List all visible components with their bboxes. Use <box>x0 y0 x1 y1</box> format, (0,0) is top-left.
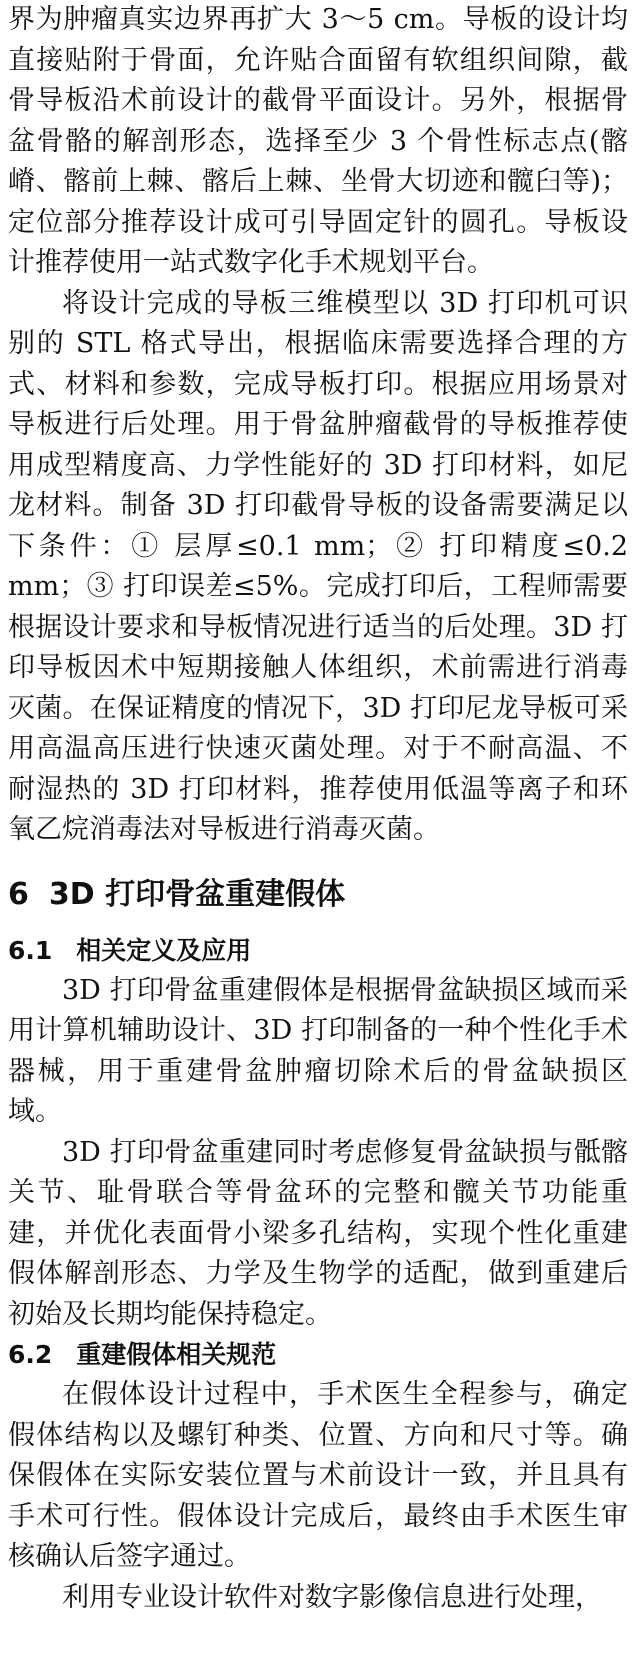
paragraph-guide-design: 界为肿瘤真实边界再扩大 3～5 cm。导板的设计均直接贴附于骨面，允许贴合面留有软组织间隙，截骨导板沿术前设计的截骨平面设计。另外，根据骨盆骨骼的解剖形态，选择至少 3 个骨性标志点(髂嵴、髂前上棘、髂后上棘、坐骨大切迹和髋臼等)；定位部分推荐设计成可引导固定针的圆孔。导板设计推荐使用一站式数字化手术规划平台。 <box>8 4 628 278</box>
paragraph-6-2-software: 利用专业设计软件对数字影像信息进行处理， <box>62 1581 602 1613</box>
subsection-6-2-heading <box>8 1335 628 1375</box>
subsection-6-1-heading <box>8 931 628 971</box>
section-6-heading <box>8 873 628 917</box>
paragraph-6-1-definition: 3D 打印骨盆重建假体是根据骨盆缺损区域而采用计算机辅助设计、3D 打印制备的一种个性化手术器械，用于重建骨盆肿瘤切除术后的骨盆缺损区域。 <box>8 974 628 1127</box>
subsection-6-2-title: 重建假体相关规范 <box>76 1340 277 1369</box>
subsection-6-1-title: 相关定义及应用 <box>76 935 252 965</box>
paragraph-guide-printing: 将设计完成的导板三维模型以 3D 打印机可识别的 STL 格式导出，根据临床需要选择合理的方式、材料和参数，完成导板打印。根据应用场景对导板进行后处理。用于骨盆肿瘤截骨的导板推荐使用成型精度高、力学性能好的 3D 打印材料，如尼龙材料。制备 3D 打印截骨导板的设备需要满足以下条件：① 层厚≤0.1 mm；② 打印精度≤0.2 mm；③ 打印误差≤5%。完成打印后，工程师需要根据设计要求和导板情况进行适当的后处理。3D 打印导板因术中短期接触人体组织，术前需进行消毒灭菌。在保证精度的情况下，3D 打印尼龙导板可采用高温高压进行快速灭菌处理。对于不耐高温、不耐湿热的 3D 打印材料，推荐使用低温等离子和环氧乙烷消毒法对导板进行消毒灭菌。 <box>8 287 628 845</box>
paragraph-6-2-design-process: 在假体设计过程中，手术医生全程参与，确定假体结构以及螺钉种类、位置、方向和尺寸等。确保假体在实际安装位置与术前设计一致，并且具有手术可行性。假体设计完成后，最终由手术医生审核确认后签字通过。 <box>8 1379 628 1572</box>
subsection-6-1-number: 6.1 <box>8 935 53 965</box>
section-6-number: 6 <box>8 876 29 912</box>
subsection-6-2-number: 6.2 <box>8 1340 53 1369</box>
section-6-title: 3D 打印骨盆重建假体 <box>48 876 346 912</box>
paragraph-6-1-application: 3D 打印骨盆重建同时考虑修复骨盆缺损与骶髂关节、耻骨联合等骨盆环的完整和髋关节功能重建，并优化表面骨小梁多孔结构，实现个性化重建假体解剖形态、力学及生物学的适配，做到重建后初始及长期均能保持稳定。 <box>8 1136 628 1330</box>
